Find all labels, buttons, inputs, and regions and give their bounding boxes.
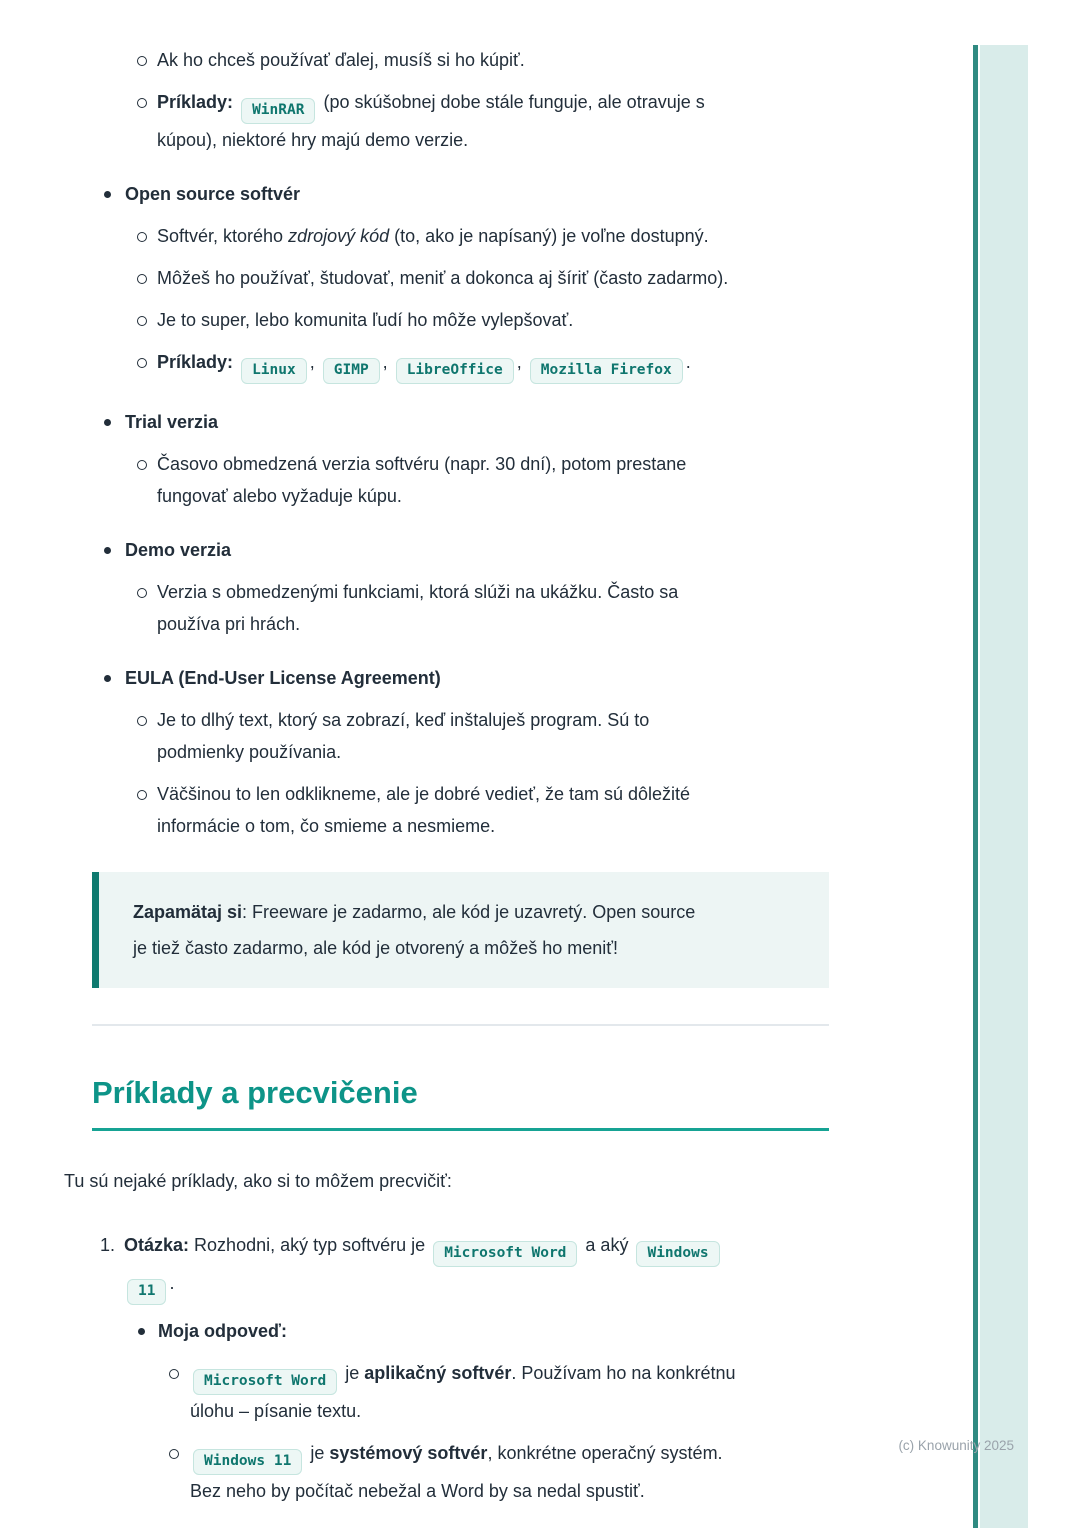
sub-bullet-item	[136, 44, 832, 76]
question-text: a aký	[585, 1235, 629, 1255]
circle-bullet-marker	[136, 44, 157, 76]
circle-bullet-marker	[136, 346, 157, 378]
bullet-sublist	[125, 704, 832, 842]
remember-callout	[92, 872, 829, 988]
sub-bullet-item	[136, 576, 832, 640]
separator-text: ,	[309, 352, 315, 372]
inline-code-chip: Microsoft Word	[193, 1369, 337, 1395]
sub-bullet-body	[157, 704, 832, 768]
circle-bullet-marker	[136, 704, 157, 736]
sub-bullet-item	[136, 262, 832, 294]
text-line	[157, 220, 832, 252]
separator-text: ,	[516, 352, 522, 372]
examples-label: Príklady:	[157, 352, 234, 372]
answer-label-body	[158, 1315, 832, 1347]
sub-bullet-item	[136, 220, 832, 252]
page-edge-strip	[980, 45, 1028, 1528]
bullet-text: používa pri hrách.	[157, 614, 301, 634]
sub-bullet-item	[136, 346, 832, 384]
inline-code-chip: WinRAR	[241, 98, 315, 124]
answer-label: Moja odpoveď:	[158, 1321, 287, 1341]
copyright-notice: (c) Knowunity 2025	[898, 1438, 1014, 1453]
inline-code-chip: Windows 11	[193, 1449, 302, 1475]
sub-bullet-body	[157, 262, 832, 294]
section-intro: Tu sú nejaké príklady, ako si to môžem precvičiť:	[64, 1171, 452, 1191]
answer-body	[190, 1357, 832, 1427]
bullet-text: (to, ako je napísaný) je voľne dostupný.	[394, 226, 709, 246]
bullet-text: Softvér, ktorého	[157, 226, 284, 246]
callout-text: je tiež často zadarmo, ale kód je otvorený a môžeš ho meniť!	[133, 938, 618, 958]
circle-bullet-marker	[168, 1357, 190, 1389]
bullet-text: podmienky používania.	[157, 742, 342, 762]
sub-bullet-body	[157, 304, 832, 336]
circle-bullet-marker	[136, 576, 157, 608]
answer-text: . Používam ho na konkrétnu	[511, 1363, 736, 1383]
bullet-item-trial	[64, 406, 832, 512]
inline-code-chip: GIMP	[323, 358, 380, 384]
bullet-text: Väčšinou to len odklikneme, ale je dobré vedieť, že tam sú dôležité	[157, 784, 691, 804]
text-line	[157, 86, 832, 124]
dot-bullet-marker	[104, 178, 125, 210]
answer-text: , konkrétne operačný systém.	[487, 1443, 723, 1463]
bold-text: aplikačný softvér	[364, 1363, 512, 1383]
page-edge-line	[973, 45, 978, 1528]
bullet-text: kúpou), niektoré hry majú demo verzie.	[157, 130, 469, 150]
bullet-sublist	[125, 576, 832, 640]
bullet-sublist-shareware	[125, 44, 832, 156]
answer-label-item	[124, 1315, 832, 1347]
circle-bullet-marker	[136, 86, 157, 118]
bullet-text: informácie o tom, čo smieme a nesmieme.	[157, 816, 496, 836]
sub-bullet-body	[157, 44, 832, 76]
circle-bullet-marker	[168, 1437, 190, 1469]
circle-bullet-marker	[136, 778, 157, 810]
bullet-body	[125, 534, 832, 640]
sub-bullet-item	[136, 304, 832, 336]
list-number: 1.	[100, 1235, 116, 1255]
circle-bullet-marker	[136, 448, 157, 480]
exercise-item-1	[64, 1229, 832, 1507]
inline-code-chip: Microsoft Word	[433, 1241, 577, 1267]
bullet-title: EULA (End-User License Agreement)	[125, 668, 441, 688]
bullet-text: Môžeš ho používať, študovať, meniť a dokonca aj šíriť (často zadarmo).	[157, 268, 729, 288]
answer-text: Bez neho by počítač nebežal a Word by sa nedal spustiť.	[190, 1481, 645, 1501]
bullet-sublist	[125, 220, 832, 384]
bullet-text: Je to dlhý text, ktorý sa zobrazí, keď inštaluješ program. Sú to	[157, 710, 650, 730]
sub-bullet-body	[157, 778, 832, 842]
bullet-text: fungovať alebo vyžaduje kúpu.	[157, 486, 402, 506]
answer-text: úlohu – písanie textu.	[190, 1401, 362, 1421]
text-line	[124, 1229, 832, 1267]
bullet-text: (po skúšobnej dobe stále funguje, ale otravuje s	[323, 92, 705, 112]
bullet-sublist	[125, 448, 832, 512]
text-line	[190, 1357, 832, 1395]
sub-bullet-item	[136, 778, 832, 842]
inline-code-chip: Linux	[241, 358, 307, 384]
heading-underline	[92, 1128, 829, 1131]
circle-bullet-marker	[136, 304, 157, 336]
text-line	[133, 894, 795, 930]
bullet-item-open-source	[64, 178, 832, 384]
bullet-text: Verzia s obmedzenými funkciami, ktorá slúži na ukážku. Často sa	[157, 582, 679, 602]
text-line	[124, 1267, 832, 1305]
separator-text: .	[685, 352, 691, 372]
dot-bullet-marker	[104, 534, 125, 566]
bullet-body	[125, 406, 832, 512]
callout-text: : Freeware je zadarmo, ale kód je uzavretý. Open source	[242, 902, 696, 922]
dot-bullet-marker	[104, 406, 125, 438]
question-label: Otázka:	[124, 1235, 190, 1255]
bullet-item-demo	[64, 534, 832, 640]
inline-code-chip: LibreOffice	[396, 358, 514, 384]
sub-bullet-body	[157, 346, 832, 384]
inline-code-chip: Mozilla Firefox	[530, 358, 683, 384]
sub-bullet-body	[157, 220, 832, 252]
bold-text: systémový softvér	[329, 1443, 488, 1463]
inline-code-chip: Windows	[636, 1241, 719, 1267]
answer-body	[190, 1437, 832, 1507]
dot-bullet-marker	[104, 662, 125, 694]
bullet-item-eula	[64, 662, 832, 842]
italic-text: zdrojový kód	[288, 226, 390, 246]
answer-text: je	[310, 1443, 325, 1463]
text-line	[157, 346, 832, 384]
bullet-title: Demo verzia	[125, 540, 232, 560]
sub-bullet-body	[157, 576, 832, 640]
bullet-text: Je to super, lebo komunita ľudí ho môže vylepšovať.	[157, 310, 574, 330]
examples-label: Príklady:	[157, 92, 234, 112]
sub-bullet-item	[136, 448, 832, 512]
answer-item	[124, 1357, 832, 1427]
section-heading: Príklady a precvičenie	[92, 1075, 418, 1110]
answer-text: je	[345, 1363, 360, 1383]
sub-bullet-body	[157, 86, 832, 156]
text-line	[190, 1437, 832, 1475]
circle-bullet-marker	[136, 262, 157, 294]
sub-bullet-item	[136, 704, 832, 768]
exercise-body	[124, 1229, 832, 1507]
bullet-title: Trial verzia	[125, 412, 219, 432]
sub-bullet-body	[157, 448, 832, 512]
bullet-body	[125, 662, 832, 842]
sub-bullet-item	[136, 86, 832, 156]
bullet-body	[125, 178, 832, 384]
question-text: .	[169, 1273, 175, 1293]
circle-bullet-marker	[136, 220, 157, 252]
callout-label: Zapamätaj si	[133, 902, 243, 922]
bullet-text: Časovo obmedzená verzia softvéru (napr. 30 dní), potom prestane	[157, 454, 687, 474]
inline-code-chip: 11	[127, 1279, 166, 1305]
question-text: Rozhodni, aký typ softvéru je	[194, 1235, 426, 1255]
document-content	[64, 44, 832, 1507]
bullet-title: Open source softvér	[125, 184, 301, 204]
separator-text: ,	[382, 352, 388, 372]
answer-item	[124, 1437, 832, 1507]
dot-bullet-marker	[138, 1315, 158, 1347]
bullet-text: Ak ho chceš používať ďalej, musíš si ho kúpiť.	[157, 50, 525, 70]
section-divider	[92, 1024, 829, 1026]
